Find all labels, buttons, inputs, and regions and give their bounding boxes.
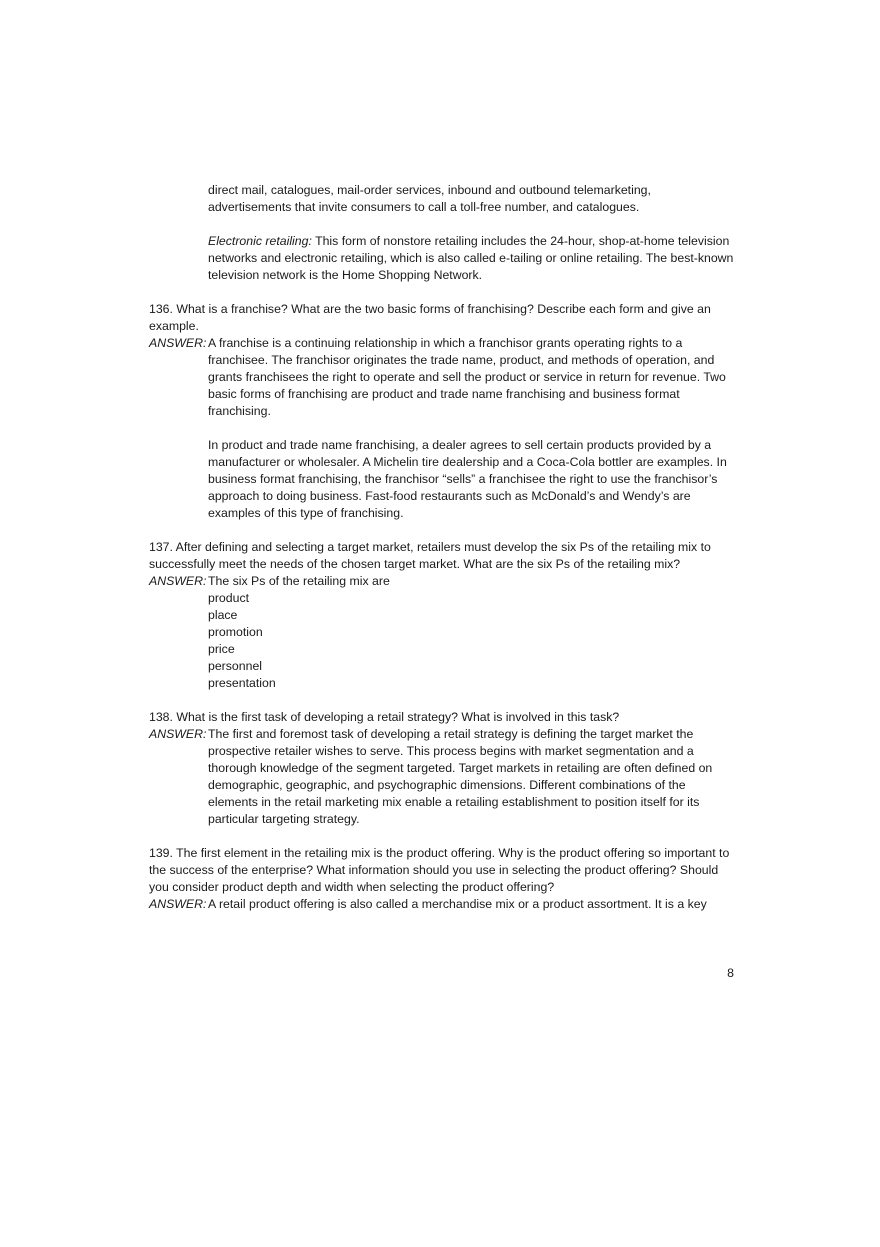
answer-139: [149, 896, 734, 913]
list-item: place: [208, 608, 238, 622]
answer-label: ANSWER:: [149, 336, 207, 350]
list-item: presentation: [208, 676, 276, 690]
answer-137: [149, 573, 734, 692]
list-item: product: [208, 591, 250, 605]
electronic-retailing-paragraph: [149, 233, 734, 284]
answer-138: [149, 726, 734, 828]
page-number: 8: [727, 966, 734, 980]
answer-137-intro: The six Ps of the retailing mix are: [208, 574, 390, 588]
answer-label: ANSWER:: [149, 574, 207, 588]
question-137: 137. After defining and selecting a target market, retailers must develop the six Ps of the retailing mix to successfully meet the needs of the chosen target market. What are the six Ps of the retailing mix?: [149, 540, 711, 571]
answer-136-paragraph-2: In product and trade name franchising, a dealer agrees to sell certain products provided by a manufacturer or wholesaler. A Michelin tire dealership and a Coca-Cola bottler are examples. In business format franchising, the franchisor “sells” a franchisee the right to use the franchisor’s approach to doing business. Fast-food restaurants such as McDonald’s and Wendy’s are examples of this type of franchising.: [208, 438, 727, 520]
answer-label: ANSWER:: [149, 897, 207, 911]
question-138: 138. What is the first task of developing a retail strategy? What is involved in this task?: [149, 710, 620, 724]
electronic-retailing-text: This form of nonstore retailing includes the 24-hour, shop-at-home television networks and electronic retailing, which is also called e-tailing or online retailing. The best-known television network is the Home Shopping Network.: [208, 234, 734, 282]
list-item: promotion: [208, 625, 263, 639]
page-content: [149, 182, 734, 913]
answer-138-text: The first and foremost task of developing a retail strategy is defining the target market the prospective retailer wishes to serve. This process begins with market segmentation and a thorough knowledge of the segment targeted. Target markets in retailing are often defined on demographic, geographic, and psychographic dimensions. Different combinations of the elements in the retail marketing mix enable a retailing establishment to position itself for its particular targeting strategy.: [208, 727, 713, 826]
list-item: price: [208, 642, 235, 656]
question-136: 136. What is a franchise? What are the two basic forms of franchising? Describe each form and give an example.: [149, 302, 711, 333]
question-139: 139. The first element in the retailing mix is the product offering. Why is the product offering so important to the success of the enterprise? What information should you use in selecting the product offering? Should you consider product depth and width when selecting the product offering?: [149, 846, 730, 894]
list-item: personnel: [208, 659, 263, 673]
direct-mail-paragraph: direct mail, catalogues, mail-order services, inbound and outbound telemarketing, advertisements that invite consumers to call a toll-free number, and catalogues.: [208, 183, 651, 214]
six-ps-list: [208, 590, 734, 692]
answer-136: [149, 335, 734, 522]
answer-label: ANSWER:: [149, 727, 207, 741]
answer-139-text: A retail product offering is also called a merchandise mix or a product assortment. It is a key: [208, 897, 707, 911]
electronic-retailing-term: Electronic retailing:: [208, 234, 312, 248]
answer-136-paragraph-1: A franchise is a continuing relationship in which a franchisor grants operating rights to a franchisee. The franchisor originates the trade name, product, and methods of operation, and grants franchisees the right to operate and sell the product or service in return for revenue. Two basic forms of franchising are product and trade name franchising and business format franchising.: [208, 336, 726, 418]
